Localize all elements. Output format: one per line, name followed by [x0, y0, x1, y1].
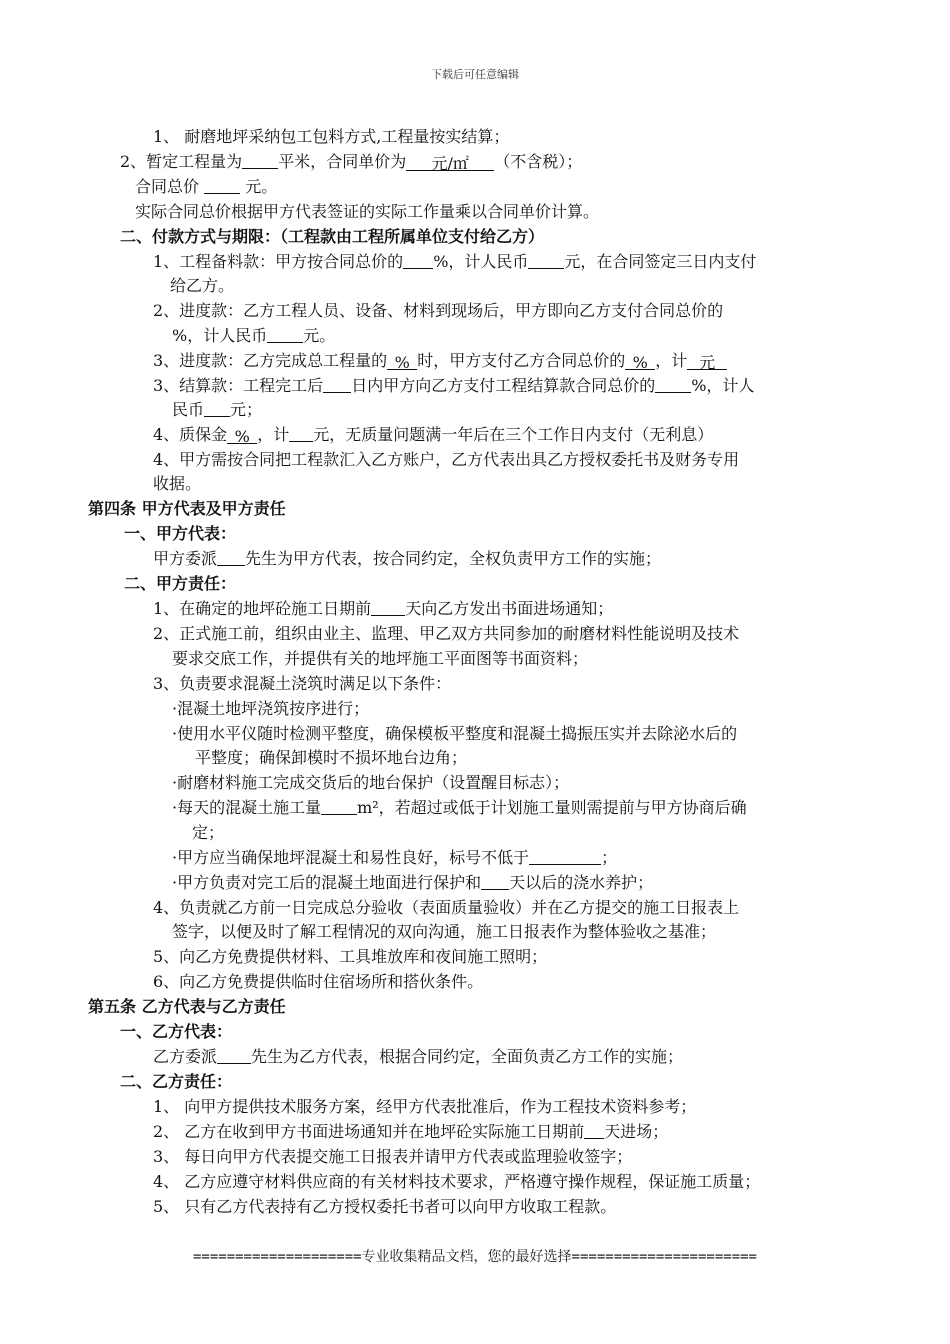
party-b-duty-3: 3、 每日向甲方代表提交施工日报表并请甲方代表或监理验收签字；: [153, 1147, 633, 1166]
party-b-duty-5: 5、 只有乙方代表持有乙方授权委托书者可以向甲方收取工程款。: [153, 1197, 617, 1216]
payment-item-transfer-cont: 收据。: [153, 474, 202, 493]
party-b-duty-1: 1、 向甲方提供技术服务方案，经甲方代表批准后，作为工程技术资料参考；: [153, 1097, 697, 1116]
payment-item-3: 3、进度款：乙方完成总工程量的 % 时，甲方支付乙方合同总价的 % ，计 元: [153, 351, 727, 371]
party-b-rep-heading: 一、乙方代表：: [120, 1022, 233, 1041]
party-a-duty-5: 5、向乙方免费提供材料、工具堆放库和夜间施工照明；: [153, 947, 548, 966]
party-a-rep-text: 甲方委派 先生为甲方代表，按合同约定，全权负责甲方工作的实施；: [153, 549, 662, 568]
article-4-heading: 第四条 甲方代表及甲方责任: [88, 499, 286, 518]
party-a-duty-3-bullet-1: ·混凝土地坪浇筑按序进行；: [172, 699, 370, 718]
page-header: 下载后可任意编辑: [431, 68, 519, 81]
party-b-duty-4: 4、 乙方应遵守材料供应商的有关材料技术要求，严格遵守操作规程，保证施工质量；: [153, 1172, 761, 1191]
party-b-duties-heading: 二、乙方责任：: [120, 1072, 233, 1091]
party-a-duty-3-bullet-2-cont: 平整度；确保卸模时不损坏地台边角；: [195, 748, 468, 767]
page-footer: ====================专业收集精品文档，您的最好选择======================: [192, 1249, 757, 1265]
party-a-duty-2-cont: 要求交底工作，并提供有关的地坪施工平面图等书面资料；: [172, 649, 589, 668]
party-a-duty-1: 1、在确定的地坪砼施工日期前 天向乙方发出书面进场通知；: [153, 599, 614, 618]
party-b-duty-2: 2、 乙方在收到甲方书面进场通知并在地坪砼实际施工日期前 天进场；: [153, 1122, 669, 1141]
party-a-duty-3-bullet-5: ·甲方应当确保地坪混凝土和易性良好，标号不低于 ；: [172, 848, 618, 867]
party-a-duty-2: 2、正式施工前，组织由业主、监理、甲乙双方共同参加的耐磨材料性能说明及技术: [153, 624, 740, 643]
payment-item-transfer: 4、甲方需按合同把工程款汇入乙方账户，乙方代表出具乙方授权委托书及财务专用: [153, 450, 740, 469]
clause-total-price: 合同总价 元。: [135, 177, 278, 196]
party-a-duties-heading: 二、甲方责任：: [124, 574, 237, 593]
payment-item-1-cont: 给乙方。: [170, 276, 235, 295]
party-a-duty-3-bullet-2: ·使用水平仪随时检测平整度，确保模板平整度和混凝土捣振压实并去除泌水后的: [172, 724, 738, 743]
clause-actual-total: 实际合同总价根据甲方代表签证的实际工作量乘以合同单价计算。: [135, 202, 600, 221]
party-a-duty-3-bullet-6: ·甲方负责对完工后的混凝土地面进行保护和 天以后的浇水养护；: [172, 873, 654, 892]
payment-item-settlement: 3、结算款：工程完工后 日内甲方向乙方支付工程结算款合同总价的 %，计人: [153, 376, 755, 395]
payment-item-warranty: 4、质保金 % ，计 元，无质量问题满一年后在三个工作日内支付（无利息）: [153, 425, 714, 446]
party-a-duty-4: 4、负责就乙方前一日完成总分验收（表面质量验收）并在乙方提交的施工日报表上: [153, 898, 740, 917]
party-a-duty-3-bullet-3: ·耐磨材料施工完成交货后的地台保护（设置醒目标志）；: [172, 773, 570, 792]
party-a-rep-heading: 一、甲方代表：: [124, 524, 237, 543]
payment-item-1: 1、工程备料款：甲方按合同总价的 %，计人民币 元，在合同签定三日内支付: [153, 252, 757, 271]
payment-item-2-cont: %，计人民币 元。: [172, 326, 336, 345]
party-a-duty-3-bullet-4: ·每天的混凝土施工量 m²，若超过或低于计划施工量则需提前与甲方协商后确: [172, 798, 747, 817]
payment-item-settlement-cont: 民币 元；: [172, 400, 263, 419]
party-a-duty-4-cont: 签字，以便及时了解工程情况的双向沟通，施工日报表作为整体验收之基准；: [172, 922, 717, 941]
party-a-duty-6: 6、向乙方免费提供临时住宿场所和搭伙条件。: [153, 972, 484, 991]
article-5-heading: 第五条 乙方代表与乙方责任: [88, 997, 286, 1016]
party-a-duty-3-bullet-4-cont: 定；: [192, 823, 225, 842]
clause-quantity-price: 2、暂定工程量为 平米，合同单价为 元/㎡ （不含税）；: [120, 152, 583, 173]
section-payment-heading: 二、付款方式与期限：（工程款由工程所属单位支付给乙方）: [120, 227, 545, 246]
party-b-rep-text: 乙方委派 先生为乙方代表，根据合同约定，全面负责乙方工作的实施；: [153, 1047, 684, 1066]
party-a-duty-3: 3、负责要求混凝土浇筑时满足以下条件：: [153, 674, 452, 693]
clause-material-method: 1、 耐磨地坪采纳包工包料方式,工程量按实结算；: [153, 127, 510, 146]
payment-item-2: 2、进度款：乙方工程人员、设备、材料到现场后，甲方即向乙方支付合同总价的: [153, 301, 724, 320]
